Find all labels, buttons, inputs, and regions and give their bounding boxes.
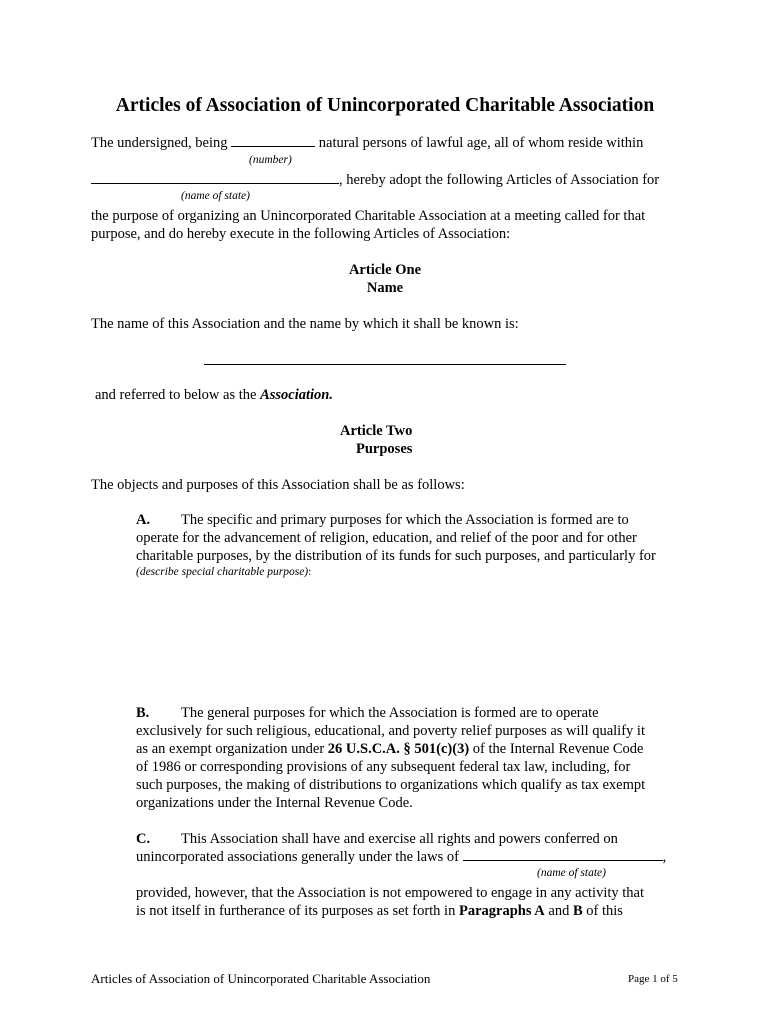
intro-line-1-post: natural persons of lawful age, all of whom reside within (318, 135, 644, 151)
state-blank[interactable] (91, 171, 339, 184)
para-a-hint-text: (describe special charitable purpose) (136, 566, 309, 578)
para-a-line-3: charitable purposes, by the distribution of its funds for such purposes, and particularly for (136, 548, 656, 564)
article-one-after (95, 386, 333, 404)
article-one-subheading: Name (366, 280, 404, 296)
para-a-label: A. (136, 512, 151, 528)
document-title: Articles of Association of Unincorporated Charitable Association (115, 95, 655, 116)
intro-line-2 (91, 171, 659, 189)
para-a-line-2: operate for the advancement of religion, education, and relief of the poor and for other (136, 530, 637, 546)
para-c-line-2-post: , (662, 849, 667, 865)
intro-line-3: the purpose of organizing an Unincorporated Charitable Association at a meeting called for that (91, 208, 646, 224)
para-c-line-4-post: of this (586, 903, 623, 919)
para-b-line-1 (136, 704, 599, 722)
state-laws-blank[interactable] (463, 848, 663, 861)
article-two-subheading: Purposes (356, 441, 413, 457)
hint-state: (name of state) (181, 190, 250, 202)
para-b-line-4: of 1986 or corresponding provisions of any subsequent federal tax law, including, for (136, 759, 631, 775)
para-a-hint (136, 565, 311, 579)
para-b-label: B. (136, 705, 150, 721)
para-b-line-2: exclusively for such religious, educational, and poverty relief purposes as will qualify it (136, 723, 645, 739)
para-c-line-4-pre: is not itself in furtherance of its purposes as set forth in (136, 903, 456, 919)
page-number: Page 1 of 5 (628, 973, 678, 985)
article-one-heading: Article One (348, 262, 422, 278)
article-two-heading: Article Two (340, 423, 413, 439)
para-c-line-1-text: This Association shall have and exercise all rights and powers conferred on (181, 831, 618, 847)
para-c-line-1 (136, 830, 618, 848)
para-c-line-3: provided, however, that the Association is not empowered to engage in any activity that (136, 885, 644, 901)
paragraph-a-ref: Paragraphs A (458, 903, 545, 919)
para-a-line-1-text: The specific and primary purposes for which the Association is formed are to (181, 512, 629, 528)
para-c-line-2 (136, 848, 666, 866)
hint-number: (number) (249, 154, 292, 166)
para-c-line-2-pre: unincorporated associations generally under the laws of (136, 849, 459, 865)
para-c-line-4-and: and (548, 903, 570, 919)
para-b-line-3-post: of the Internal Revenue Code (472, 741, 644, 757)
para-b-line-3 (136, 740, 644, 758)
para-b-line-3-pre: as an exempt organization under (136, 741, 325, 757)
article-one-after-pre: and referred to below as the (95, 387, 257, 403)
intro-line-1-pre: The undersigned, being (91, 135, 228, 151)
tax-code-ref: 26 U.S.C.A. § 501(c)(3) (327, 741, 470, 757)
para-c-label: C. (136, 831, 151, 847)
para-c-line-4 (136, 902, 623, 920)
paragraph-b-ref: B (572, 903, 583, 919)
para-b-line-6: organizations under the Internal Revenue Code. (136, 795, 413, 811)
para-a-hint-colon: : (308, 566, 312, 578)
para-b-line-1-text: The general purposes for which the Association is formed are to operate (181, 705, 599, 721)
intro-line-2-post: , hereby adopt the following Articles of Association for (339, 172, 660, 188)
intro-line-4: purpose, and do hereby execute in the following Articles of Association: (91, 226, 511, 242)
association-term: Association. (260, 387, 333, 403)
article-two-text: The objects and purposes of this Association shall be as follows: (91, 477, 465, 493)
para-b-line-5: such purposes, the making of distributions to organizations which qualify as tax exempt (136, 777, 646, 793)
intro-line-1 (91, 134, 643, 152)
para-c-hint: (name of state) (537, 867, 606, 879)
para-a-line-1 (136, 511, 629, 529)
number-blank[interactable] (231, 134, 315, 147)
association-name-blank[interactable] (204, 364, 566, 365)
footer-title: Articles of Association of Unincorporated Charitable Association (91, 971, 431, 986)
article-one-text: The name of this Association and the name by which it shall be known is: (91, 316, 519, 332)
